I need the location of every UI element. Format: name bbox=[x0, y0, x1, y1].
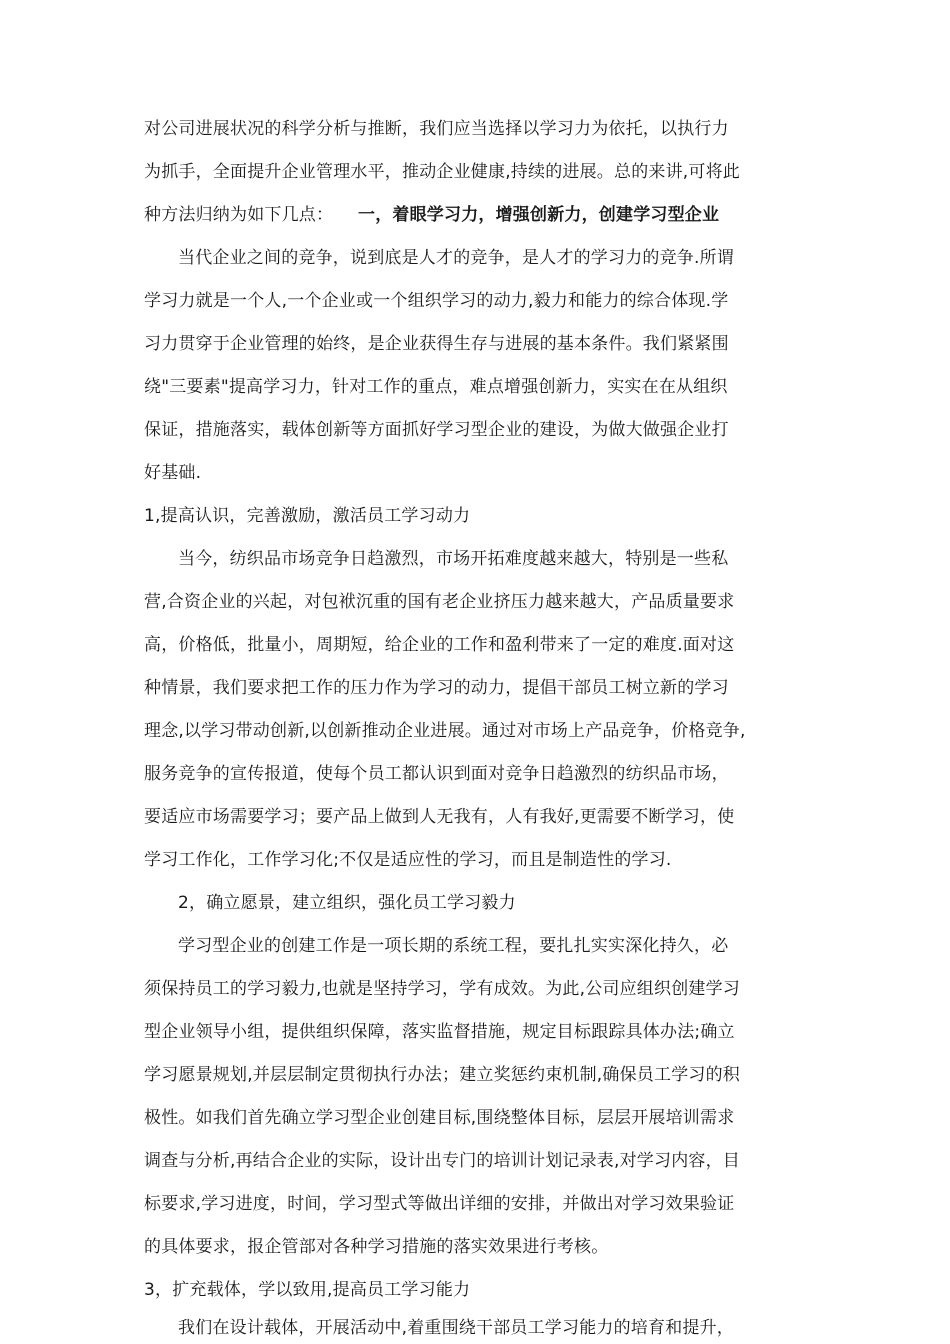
paragraph-line: 要适应市场需要学习；要产品上做到人无我有，人有我好,更需要不断学习，使 bbox=[144, 807, 735, 827]
paragraph-line: 种情景，我们要求把工作的压力作为学习的动力，提倡干部员工树立新的学习 bbox=[144, 678, 729, 698]
subsection-heading: 1,提高认识，完善激励，激活员工学习动力 bbox=[144, 506, 471, 526]
paragraph-line: 保证，措施落实，载体创新等方面抓好学习型企业的建设，为做大做强企业打 bbox=[144, 420, 729, 440]
paragraph-line: 习力贯穿于企业管理的始终，是企业获得生存与进展的基本条件。我们紧紧围 bbox=[144, 334, 729, 354]
paragraph-line: 调查与分析,再结合企业的实际，设计出专门的培训计划记录表,对学习内容，目 bbox=[144, 1151, 741, 1171]
paragraph-line: 当代企业之间的竞争，说到底是人才的竞争，是人才的学习力的竞争.所谓 bbox=[178, 248, 735, 268]
paragraph-line: 极性。如我们首先确立学习型企业创建目标,围绕整体目标，层层开展培训需求 bbox=[144, 1108, 735, 1128]
paragraph-line: 的具体要求，报企管部对各种学习措施的落实效果进行考核。 bbox=[144, 1237, 609, 1257]
paragraph-line: 高，价格低，批量小，周期短，给企业的工作和盈利带来了一定的难度.面对这 bbox=[144, 635, 735, 655]
paragraph-line: 绕"三要素"提高学习力，针对工作的重点，难点增强创新力，实实在在从组织 bbox=[144, 377, 728, 397]
paragraph-line: 理念,以学习带动创新,以创新推动企业进展。通过对市场上产品竞争，价格竞争, bbox=[144, 721, 746, 741]
paragraph-line: 学习型企业的创建工作是一项长期的系统工程，要扎扎实实深化持久，必 bbox=[178, 936, 729, 956]
paragraph-line: 学习力就是一个人,一个企业或一个组织学习的动力,毅力和能力的综合体现.学 bbox=[144, 291, 729, 311]
paragraph-line: 型企业领导小组，提供组织保障，落实监督措施，规定目标跟踪具体办法;确立 bbox=[144, 1022, 735, 1042]
paragraph-line: 对公司进展状况的科学分析与推断，我们应当选择以学习力为依托，以执行力 bbox=[144, 119, 729, 139]
subsection-heading: 2，确立愿景，建立组织，强化员工学习毅力 bbox=[178, 893, 516, 913]
section-heading: 一，着眼学习力，增强创新力，创建学习型企业 bbox=[358, 205, 720, 225]
paragraph-line: 好基础. bbox=[144, 463, 202, 483]
paragraph-line: 营,合资企业的兴起，对包袱沉重的国有老企业挤压力越来越大，产品质量要求 bbox=[144, 592, 735, 612]
paragraph-line: 当今，纺织品市场竞争日趋激烈，市场开拓难度越来越大，特别是一些私 bbox=[178, 549, 729, 569]
paragraph-line: 须保持员工的学习毅力,也就是坚持学习，学有成效。为此,公司应组织创建学习 bbox=[144, 979, 741, 999]
paragraph-line: 标要求,学习进度，时间，学习型式等做出详细的安排，并做出对学习效果验证 bbox=[144, 1194, 735, 1214]
paragraph-line: 学习愿景规划,并层层制定贯彻执行办法；建立奖惩约束机制,确保员工学习的积 bbox=[144, 1065, 741, 1085]
paragraph-line: 服务竞争的宣传报道，使每个员工都认识到面对竞争日趋激烈的纺织品市场， bbox=[144, 764, 729, 784]
paragraph-line: 我们在设计载体，开展活动中,着重围绕干部员工学习能力的培育和提升， bbox=[178, 1318, 735, 1338]
paragraph-line: 为抓手，全面提升企业管理水平，推动企业健康,持续的进展。总的来讲,可将此 bbox=[144, 162, 741, 182]
paragraph-line: 学习工作化，工作学习化;不仅是适应性的学习，而且是制造性的学习. bbox=[144, 850, 672, 870]
subsection-heading: 3，扩充载体，学以致用,提高员工学习能力 bbox=[144, 1280, 471, 1300]
paragraph-line: 种方法归纳为如下几点： bbox=[144, 205, 334, 225]
